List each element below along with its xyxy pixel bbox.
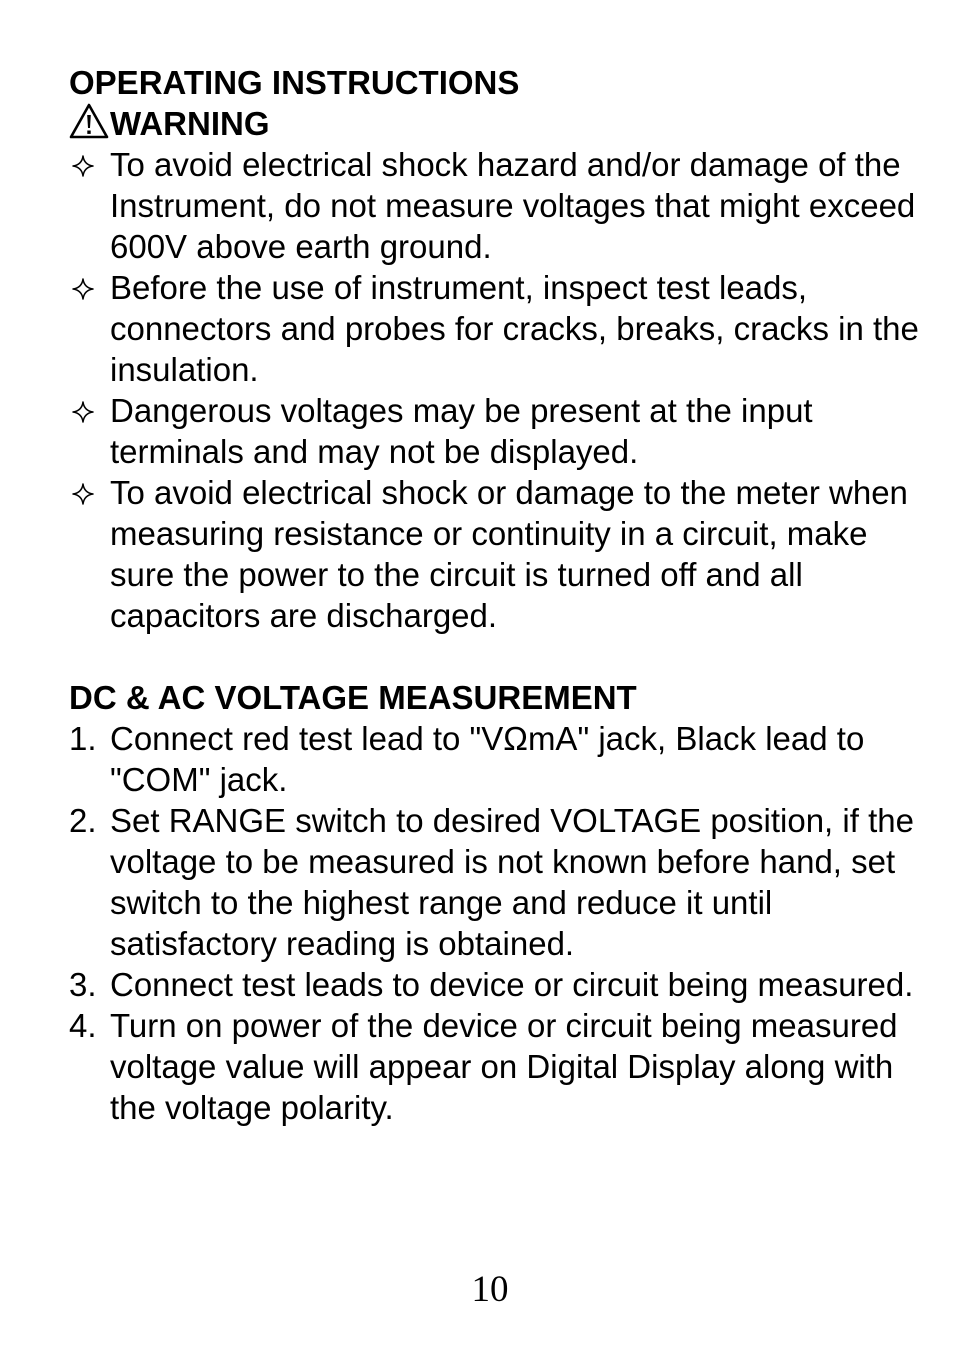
step-text: Connect red test lead to "VΩmA" jack, Black lead to "COM" jack. bbox=[110, 720, 865, 798]
step-item bbox=[69, 718, 929, 800]
step-number: 2. bbox=[69, 802, 97, 839]
step-item bbox=[69, 1005, 929, 1128]
warning-item bbox=[69, 144, 929, 267]
step-text: Connect test leads to device or circuit being measured. bbox=[110, 966, 914, 1003]
warning-item bbox=[69, 472, 929, 636]
section-spacer bbox=[69, 636, 929, 677]
measurement-steps bbox=[69, 718, 929, 1128]
operating-instructions-heading: OPERATING INSTRUCTIONS bbox=[69, 64, 520, 101]
warning-item-text: Dangerous voltages may be present at the input terminals and may not be displayed. bbox=[110, 392, 813, 470]
page-number: 10 bbox=[471, 1269, 509, 1310]
warning-triangle-icon bbox=[69, 103, 109, 139]
warning-item-text: To avoid electrical shock or damage to the meter when measuring resistance or continuity in a circuit, make sure the power to the circuit is turned off and all capacitors are discharged. bbox=[110, 474, 908, 634]
step-number: 4. bbox=[69, 1007, 97, 1044]
step-item bbox=[69, 964, 929, 1005]
step-number: 3. bbox=[69, 966, 97, 1003]
manual-page bbox=[69, 62, 929, 1128]
step-text: Set RANGE switch to desired VOLTAGE position, if the voltage to be measured is not known before hand, set switch to the highest range and reduce it until satisfactory reading is obtained. bbox=[110, 802, 914, 962]
warning-item-text: To avoid electrical shock hazard and/or damage of the Instrument, do not measure voltages that might exceed 600V above earth ground. bbox=[110, 146, 916, 265]
warning-label: WARNING bbox=[110, 105, 270, 142]
warning-heading bbox=[69, 103, 929, 144]
step-text: Turn on power of the device or circuit being measured voltage value will appear on Digital Display along with the voltage polarity. bbox=[110, 1007, 898, 1126]
voltage-measurement-heading: DC & AC VOLTAGE MEASUREMENT bbox=[69, 679, 637, 716]
warning-list bbox=[69, 144, 929, 636]
warning-item bbox=[69, 267, 929, 390]
step-item bbox=[69, 800, 929, 964]
warning-item-text: Before the use of instrument, inspect test leads, connectors and probes for cracks, breaks, cracks in the insulation. bbox=[110, 269, 919, 388]
warning-item bbox=[69, 390, 929, 472]
step-number: 1. bbox=[69, 720, 97, 757]
